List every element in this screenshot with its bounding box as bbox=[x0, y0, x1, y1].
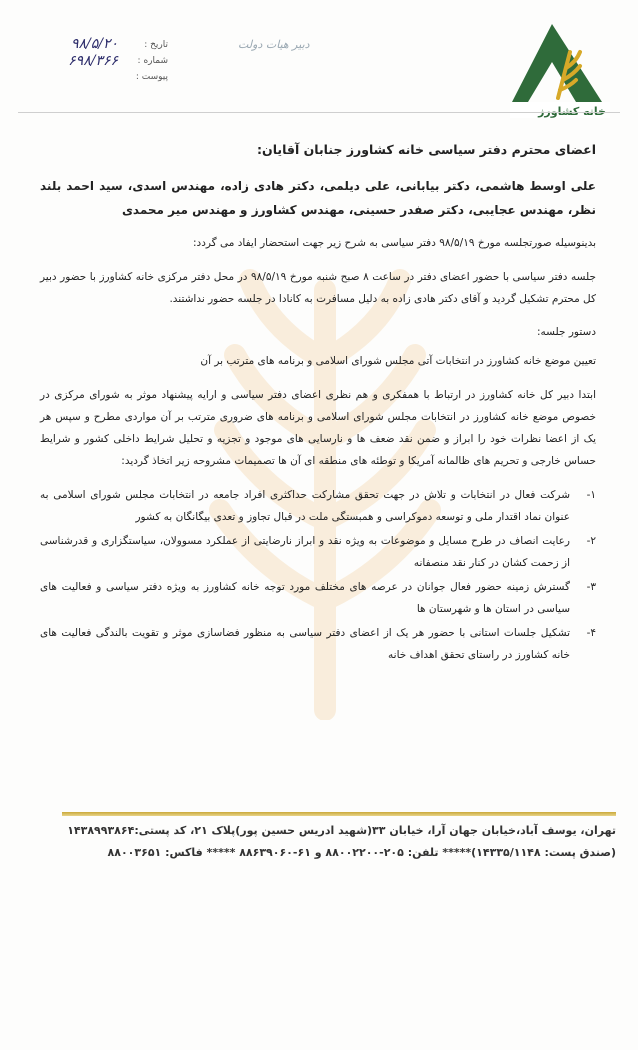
decision-text: گسترش زمینه حضور فعال جوانان در عرصه های مختلف مورد توجه خانه کشاورز به ویژه دفتر سیاسی و فعالیت های سیاسی در استان ها و شهرستان ها bbox=[40, 581, 570, 615]
footer-divider bbox=[62, 812, 616, 816]
decision-item bbox=[40, 530, 596, 574]
recipients-names: علی اوسط هاشمی، دکتر بیابانی، علی دیلمی، دکتر هادی زاده، مهندس اسدی، سید احمد بلند نظر، مهندس عجایبی، دکتر صفدر حسینی، مهندس کشاورز و مهندس میر محمدی bbox=[40, 179, 596, 217]
decision-number: ۴- bbox=[586, 627, 596, 639]
decision-number: ۳- bbox=[586, 581, 596, 593]
decision-number: ۱- bbox=[586, 489, 596, 501]
agenda-text: تعیین موضع خانه کشاورز در انتخابات آتی مجلس شورای اسلامی و برنامه های مترتب بر آن bbox=[200, 355, 596, 367]
date-value: ۹۸/۵/۲۰ bbox=[70, 36, 118, 52]
header-divider bbox=[18, 112, 620, 113]
decision-item bbox=[40, 622, 596, 666]
agenda-label: دستور جلسه: bbox=[537, 326, 596, 338]
letterhead-footer bbox=[62, 820, 616, 864]
decision-number: ۲- bbox=[586, 535, 596, 547]
attachment-label: پیوست : bbox=[135, 72, 168, 82]
body-paragraph: ابتدا دبیر کل خانه کشاورز در ارتباط با همفکری و هم نظری اعضای دفتر سیاسی و ارایه پیشنهاد موثر به شورای مرکزی در خصوص موضع خانه کشاورز در انتخابات مجلس شورای اسلامی و برنامه های ضروری مترتب بر آن مواردی مطرح و سپس هر یک از اعضا نظرات خود را ابراز و ضمن نقد ضعف ها و نارسایی های موجود و تجزیه و تحلیل شرایط داخلی کشور و شرایط حساس خارجی و تحریم های ظالمانه آمریکا و توطئه های منطقه ای آن ها تصمیمات مشروحه زیر اتخاذ گردید: bbox=[40, 389, 596, 467]
letter-meta bbox=[28, 38, 168, 90]
decision-item bbox=[40, 484, 596, 528]
number-label: شماره : bbox=[137, 56, 168, 66]
decision-text: رعایت انصاف در طرح مسایل و موضوعات به ویژه نقد و ابراز نارضایتی از عملکرد مسوولان، سیاستگزاری و قدرشناسی از زحمت کشان در کنار نقد منصفانه bbox=[40, 535, 570, 569]
decision-text: تشکیل جلسات استانی با حضور هر یک از اعضای دفتر سیاسی به منظور فضاسازی موثر و تقویت بالندگی فعالیت های خانه کشاورز در راستای تحقق اهداف خانه bbox=[40, 627, 570, 661]
intro-paragraph: بدینوسیله صورتجلسه مورخ ۹۸/۵/۱۹ دفتر سیاسی به شرح زیر جهت استحضار ایفاد می گردد: bbox=[192, 237, 596, 249]
decision-text: شرکت فعال در انتخابات و تلاش در جهت تحقق مشارکت حداکثری افراد جامعه در انتخابات مجلس شورای اسلامی به عنوان نماد اقتدار ملی و توسعه دموکراسی و همبستگی ملت در قبال تجاوز و تعدی بیگانگان به کشور bbox=[40, 489, 570, 523]
session-paragraph: جلسه دفتر سیاسی با حضور اعضای دفتر در ساعت ۸ صبح شنبه مورخ ۹۸/۵/۱۹ در محل دفتر مرکزی خانه کشاورز با حضور دبیر کل محترم تشکیل گردید و آقای دکتر هادی زاده به دلیل مسافرت به کانادا در جلسه حضور نداشتند. bbox=[40, 271, 597, 305]
footer-address: تهران، یوسف آباد،خیابان جهان آرا، خیابان ۳۳(شهید ادریس حسین پور)پلاک ۲۱، کد پستی:۱۴۳۸۹۹۳۸۶۴ bbox=[67, 824, 616, 837]
letter-title: اعضای محترم دفتر سیاسی خانه کشاورز جنابان آقایان: bbox=[257, 142, 596, 157]
decision-item bbox=[40, 576, 596, 620]
pencil-note: دبیر هیات دولت bbox=[238, 38, 310, 51]
footer-contact: (صندق پست: ۱۴۳۳۵/۱۱۴۸)***** تلفن: ۲۰۵-۸۸۰۰۲۲۰۰ و ۶۱-۸۸۶۳۹۰۶۰ ***** فاکس: ۸۸۰۰۳۶۵۱ bbox=[107, 846, 616, 859]
letter-body bbox=[40, 140, 596, 668]
svg-text:خانه کشاورز: خانه کشاورز bbox=[538, 105, 606, 118]
number-value: ۶۹۸/۳۶۶ bbox=[68, 53, 118, 69]
khaneh-keshavarz-logo-icon bbox=[510, 22, 610, 118]
date-label: تاریخ : bbox=[144, 40, 168, 50]
